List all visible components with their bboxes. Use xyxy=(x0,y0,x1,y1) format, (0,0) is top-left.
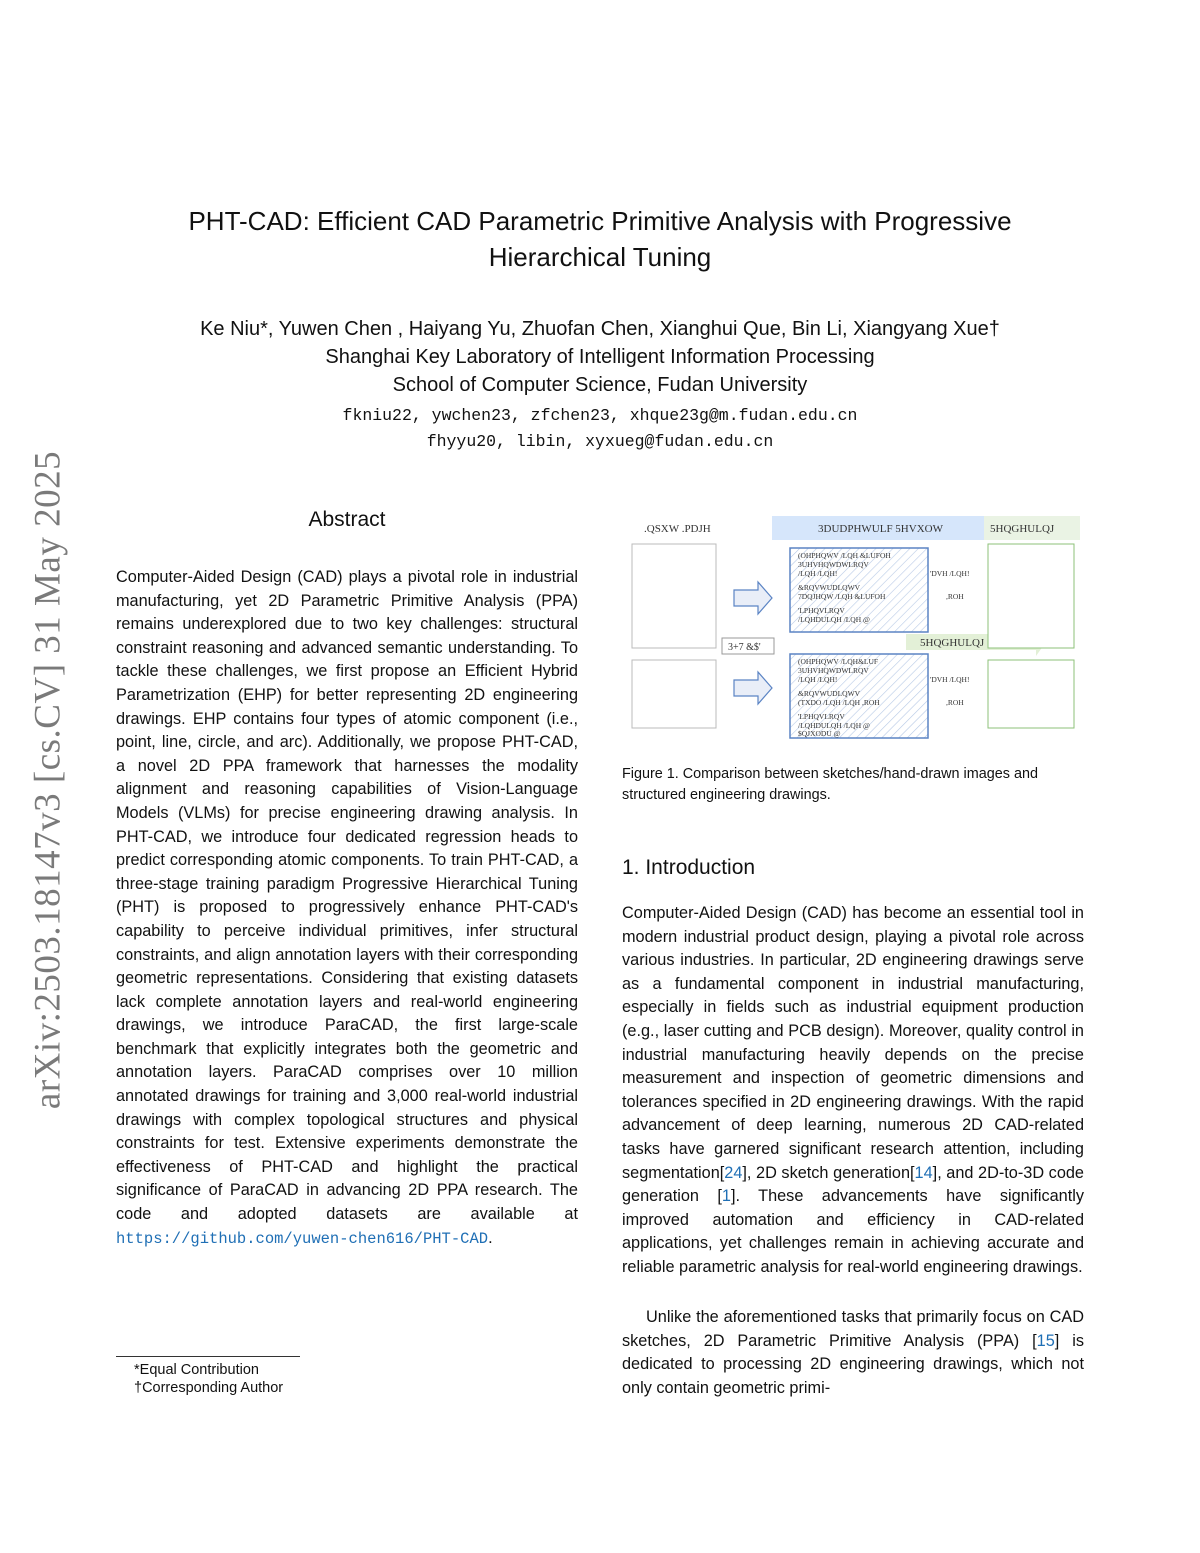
rendering-output-2 xyxy=(988,660,1074,728)
abstract-body xyxy=(116,566,578,1251)
arrow-right-icon xyxy=(734,672,772,704)
result-2-right-text: 'DVH /LQH! ,ROH xyxy=(930,675,970,707)
rendering-output-1 xyxy=(988,544,1074,648)
affiliation-lab: Shanghai Key Laboratory of Intelligent Information Processing xyxy=(325,346,875,368)
title-line-1: PHT-CAD: Efficient CAD Parametric Primitive Analysis with Progressive xyxy=(188,206,1012,236)
intro-paragraph-2: Unlike the aforementioned tasks that primarily focus on CAD sketches, 2D Parametric Primitive Analysis (PPA) [15] is dedicated to processing 2D engineering drawings, which not only contain geometric primi- xyxy=(622,1308,1084,1397)
email-line-2: fhyyu20, libin, xyxueg@fudan.edu.cn xyxy=(426,432,774,451)
footnote-corresponding-author: †Corresponding Author xyxy=(134,1380,284,1396)
figure-1 xyxy=(630,514,1082,740)
citation-link[interactable]: 15 xyxy=(1036,1331,1055,1350)
model-label: 3+7 &$' xyxy=(728,642,761,653)
figure-1-caption: Figure 1. Comparison between sketches/hand-drawn images and structured engineering drawings. xyxy=(622,766,1038,803)
result-1-right-text: 'DVH /LQH! ,ROH xyxy=(930,569,970,601)
rendering-label: 5HQGHULQJ xyxy=(990,523,1055,535)
introduction-heading: 1. Introduction xyxy=(622,856,756,879)
email-line-1: fkniu22, ywchen23, zfchen23, xhque23g@m.fudan.edu.cn xyxy=(342,406,858,425)
code-link[interactable]: https://github.com/yuwen-chen616/PHT-CAD xyxy=(116,1229,489,1248)
result-1-text: (OHPHQWV /LQH &LUFOH 3UHVHQWDWLRQV /LQH /LQH! &RQVWUDLQWV 7DQJHQW /LQH &LUFOH 'LPHQVLRQV /LQHDULQH /LQH @ xyxy=(798,551,891,624)
abstract-end: . xyxy=(488,1228,493,1247)
arxiv-side-stamp xyxy=(18,430,78,1130)
citation-link[interactable]: 1 xyxy=(721,1187,731,1206)
input-image-label: .QSXW .PDJH xyxy=(644,523,711,535)
affiliation-school: School of Computer Science, Fudan University xyxy=(392,374,808,396)
footnote-equal-contribution: *Equal Contribution xyxy=(134,1362,259,1378)
citation-link[interactable]: 24 xyxy=(724,1163,743,1182)
title-line-2: Hierarchical Tuning xyxy=(488,242,712,272)
arxiv-id: arXiv:2503.18147v3 [cs.CV] 31 May 2025 xyxy=(27,450,69,1110)
input-image-drawing xyxy=(632,660,716,728)
abstract-text: Computer-Aided Design (CAD) plays a pivotal role in industrial manufacturing, yet 2D Parametric Primitive Analysis (PPA) remains underexplored due to two key challenges: structural constraint reasoning and advanced semantic understanding. To tackle these challenges, we first propose an Efficient Hybrid Parametrization (EHP) for better representing 2D engineering drawings. EHP contains four types of atomic component (i.e., point, line, circle, and arc). Additionally, we propose PHT-CAD, a novel 2D PPA framework that harnesses the modality alignment and reasoning capabilities of Vision-Language Models (VLMs) for precise engineering drawing analysis. In PHT-CAD, we introduce four dedicated regression heads to predict corresponding atomic components. To train PHT-CAD, a three-stage training paradigm Progressive Hierarchical Tuning (PHT) is proposed to progressively enhance PHT-CAD's capability to perceive individual primitives, infer structural constraints, and align annotation layers with their corresponding geometric representations. Considering that existing datasets lack complete annotation layers and real-world engineering drawings, we introduce ParaCAD, the first large-scale benchmark that explicitly integrates both the geometric and annotation layers. ParaCAD comprises over 10 million annotated drawings for training and 3,000 real-world industrial drawings with complex topological structures and physical constraints for test. Extensive experiments demonstrate the effectiveness of PHT-CAD and highlight the practical significance of ParaCAD in advancing 2D PPA research. The code and adopted datasets are available at xyxy=(116,568,578,1224)
rendering-arrow-label: 5HQGHULQJ xyxy=(920,637,985,649)
intro-paragraph-1: Computer-Aided Design (CAD) has become an essential tool in modern industrial product design, playing a pivotal role across various industries. In particular, 2D engineering drawings serve as a fundamental component in industrial manufacturing, especially in fields such as industrial equipment production (e.g., laser cutting and PCB design). Moreover, quality control in industrial manufacturing heavily depends on the precise measurement and inspection of geometric dimensions and tolerances specified in 2D engineering drawings. With the rapid advancement of deep learning, numerous 2D CAD-related tasks have garnered significant research attention, including segmentation[24], 2D sketch generation[14], and 2D-to-3D code generation [1]. These advancements have significantly improved automation and efficiency in CAD-related applications, yet challenges remain in achieving accurate and reliable parametric analysis for real-world engineering drawings. xyxy=(622,904,1084,1276)
paper-title xyxy=(100,203,1100,275)
result-2-text: (OHPHQWV /LQH&LUF 3UHVHQWDWLRQV /LQH /LQH! &RQVWUDLQWV (TXDO /LQH /LQH ,ROH 'LPHQVLRQV /LQHDULQH /LQH @ $QJXODU @ xyxy=(798,657,880,738)
abstract-heading: Abstract xyxy=(308,508,386,531)
citation-link[interactable]: 14 xyxy=(914,1163,933,1182)
param-result-label: 3DUDPHWULF 5HVXOW xyxy=(818,523,943,535)
arrow-right-icon xyxy=(734,582,772,614)
author-list: Ke Niu*, Yuwen Chen , Haiyang Yu, Zhuofan Chen, Xianghui Que, Bin Li, Xiangyang Xue† xyxy=(200,318,1000,340)
footnote-rule xyxy=(116,1356,300,1357)
input-image-sketch xyxy=(632,544,716,648)
